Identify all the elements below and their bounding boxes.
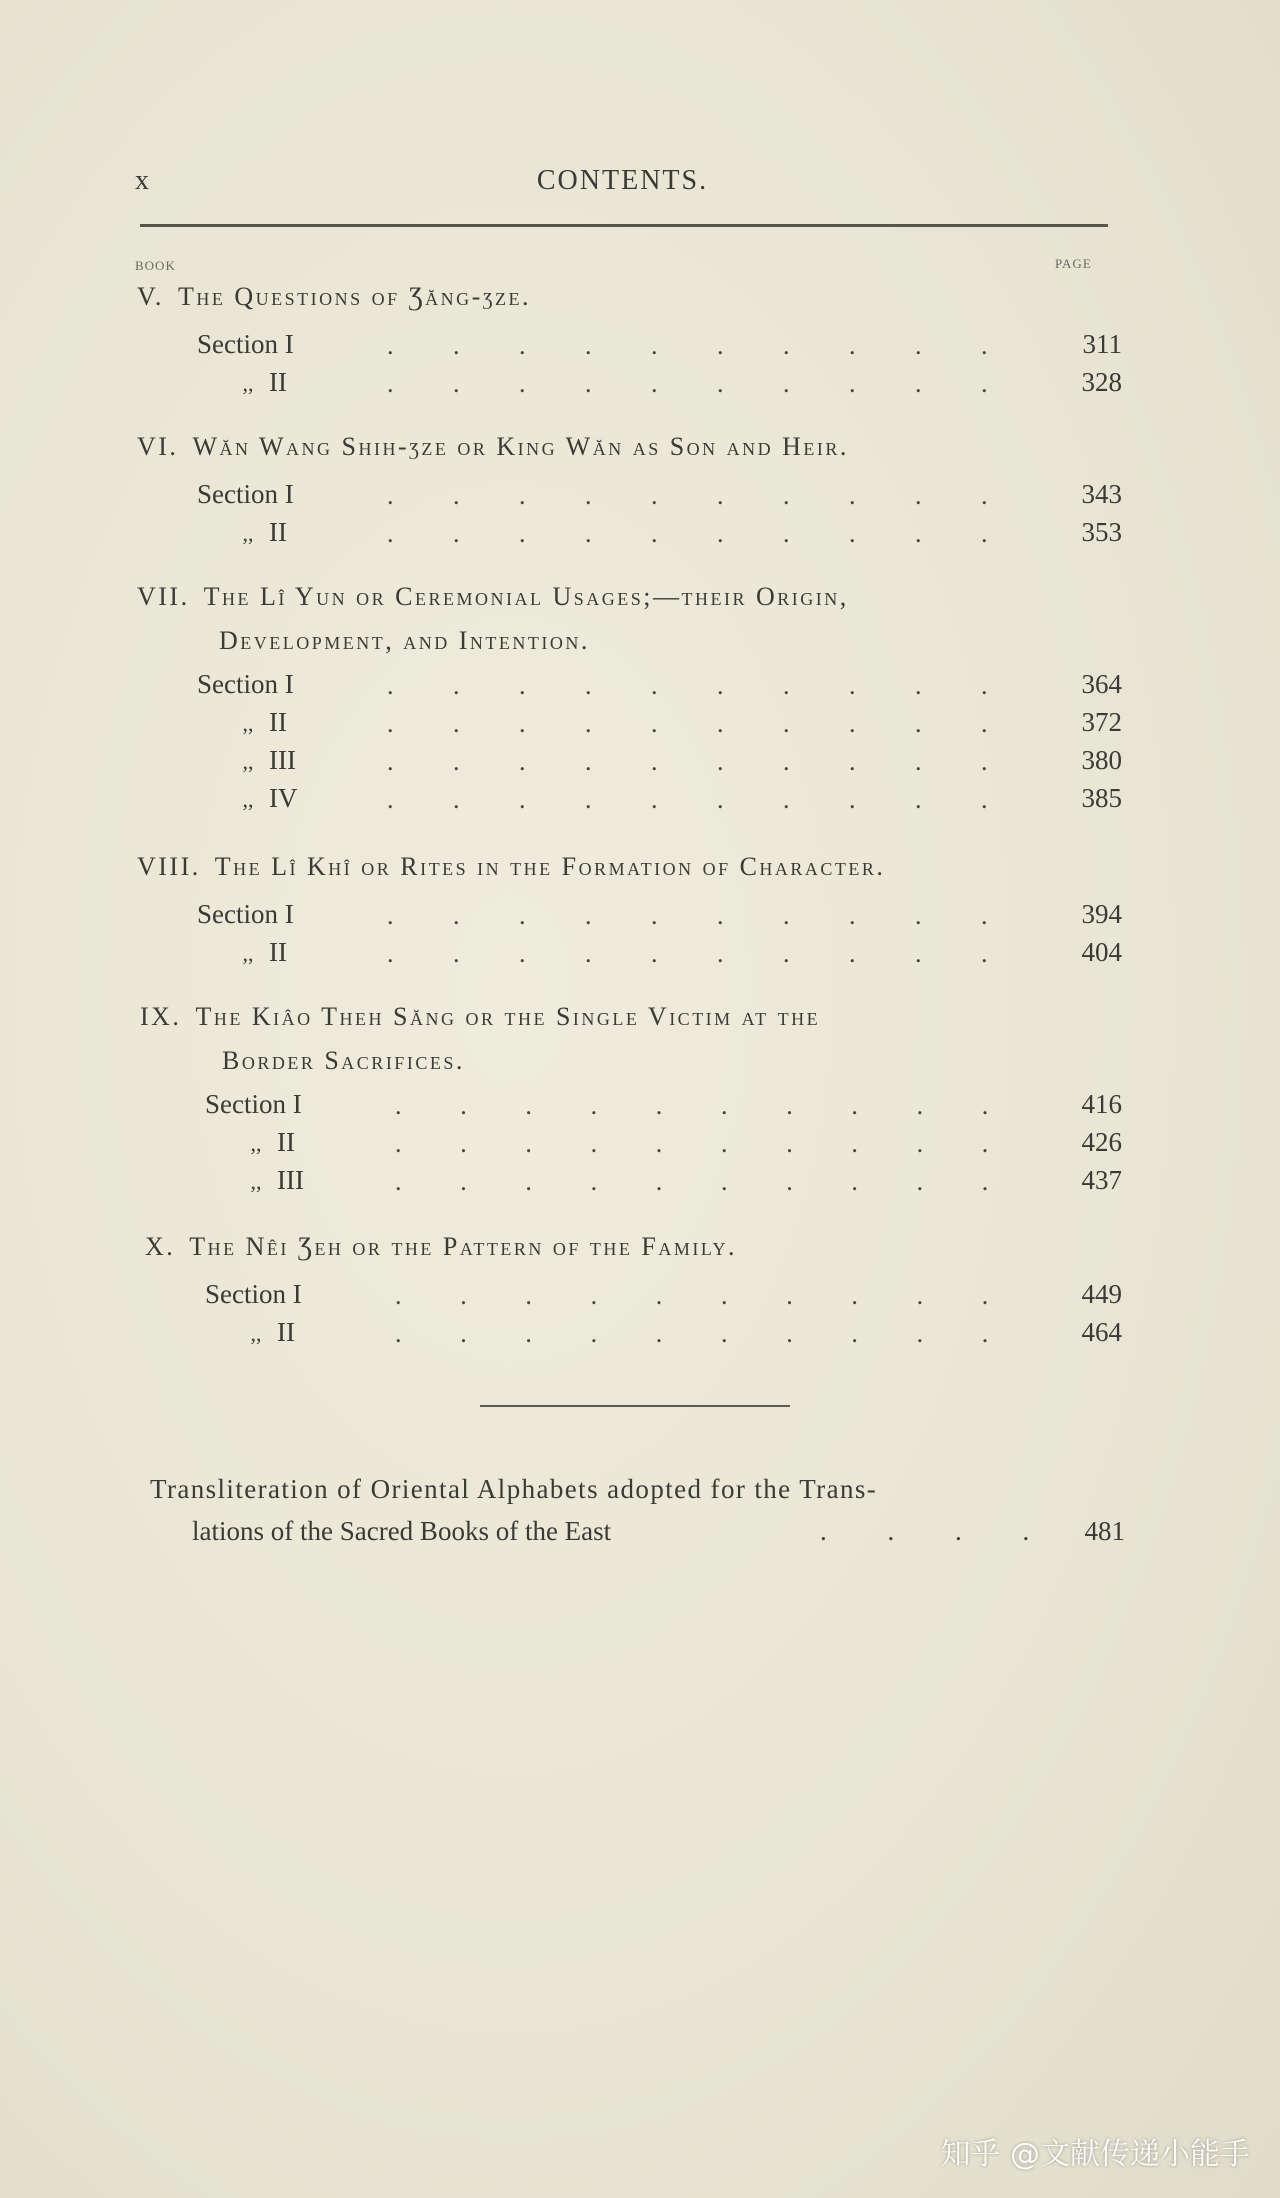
section-label (227, 363, 287, 403)
leader-dots: .......... (395, 1319, 1047, 1348)
page-title: CONTENTS. (536, 165, 709, 196)
leader-dots: .......... (387, 331, 1047, 360)
column-label-book: BOOK (135, 258, 176, 273)
page-number: x (135, 165, 150, 196)
section-label-text: II (269, 707, 287, 737)
book-title (140, 995, 820, 1083)
header-rule (140, 224, 1108, 227)
book-title-line: Wăn Wang Shih-ʒze or King Wăn as Son and Heir. (192, 432, 849, 461)
page-number-entry: 437 (1081, 1165, 1122, 1195)
section-label (227, 513, 287, 553)
page-number-entry: 426 (1081, 1127, 1122, 1157)
book-title-line: The Kiâo Theh Săng or the Single Victim at the (195, 1002, 821, 1031)
toc-entry (197, 741, 1122, 779)
section-label (197, 665, 294, 703)
section-label-text: III (269, 745, 296, 775)
section-label (227, 933, 287, 973)
section-label-text: IV (269, 783, 298, 813)
page-number-entry: 311 (1082, 329, 1122, 359)
book-number: VI. (137, 432, 179, 461)
page-number-entry: 449 (1081, 1279, 1122, 1309)
book-title-line: The Nêi Ʒeh or the Pattern of the Family. (189, 1232, 738, 1261)
transliteration-page: 481 (1084, 1516, 1125, 1546)
book-number: VIII. (137, 852, 201, 881)
transliteration-line-2 (150, 1510, 1125, 1552)
toc-entry (197, 933, 1122, 971)
page-number-entry: 343 (1081, 479, 1122, 509)
ditto-mark: ,, (242, 749, 254, 774)
page-number-entry: 372 (1081, 707, 1122, 737)
ditto-mark: ,, (242, 521, 254, 546)
page-number-entry: 464 (1081, 1317, 1122, 1347)
toc-entry (205, 1313, 1122, 1351)
page-number-entry: 394 (1081, 899, 1122, 929)
section-label-text: II (269, 367, 287, 397)
leader-dots: .......... (395, 1281, 1047, 1310)
watermark: 知乎 @文献传递小能手 (940, 2137, 1250, 2172)
section-label-text: Section I (197, 329, 294, 359)
section-label-text: II (277, 1317, 295, 1347)
transliteration-line-1: Transliteration of Oriental Alphabets adopted for the Trans- (150, 1474, 878, 1504)
book-title (137, 845, 885, 889)
book-title-line: The Lî Khî or Rites in the Formation of Character. (214, 852, 886, 881)
leader-dots: .......... (387, 747, 1047, 776)
transliteration-entry (150, 1468, 1125, 1552)
ditto-mark: ,, (250, 1321, 262, 1346)
section-label-text: II (269, 937, 287, 967)
book-title-line: The Lî Yun or Ceremonial Usages;—their Origin, (203, 582, 849, 611)
leader-dots: .......... (387, 369, 1047, 398)
toc-entry (197, 325, 1122, 363)
leader-dots: .......... (387, 671, 1047, 700)
book-title (137, 275, 531, 319)
book-number: IX. (140, 1002, 182, 1031)
leader-dots: .......... (395, 1129, 1047, 1158)
leader-dots: . . . . (820, 1516, 1057, 1546)
toc-entry (197, 475, 1122, 513)
section-label-text: Section I (197, 479, 294, 509)
ditto-mark: ,, (250, 1169, 262, 1194)
page-number-entry: 416 (1081, 1089, 1122, 1119)
leader-dots: .......... (387, 785, 1047, 814)
running-head (135, 165, 1110, 205)
page-number-entry: 380 (1081, 745, 1122, 775)
toc-entry (205, 1123, 1122, 1161)
section-label-text: Section I (205, 1089, 302, 1119)
section-label-text: Section I (197, 669, 294, 699)
book-title (137, 425, 849, 469)
toc-entry (197, 779, 1122, 817)
section-label-text: II (269, 517, 287, 547)
leader-dots: .......... (387, 901, 1047, 930)
book-number: V. (137, 282, 164, 311)
leader-dots: .......... (387, 939, 1047, 968)
book-number: VII. (137, 582, 190, 611)
ditto-mark: ,, (242, 371, 254, 396)
section-label (197, 475, 294, 513)
leader-dots: .......... (387, 709, 1047, 738)
leader-dots: .......... (395, 1091, 1047, 1120)
section-label (235, 1313, 295, 1353)
book-title-line: The Questions of Ʒăng-ʒze. (177, 282, 531, 311)
leader-dots: .......... (387, 519, 1047, 548)
book-title (137, 575, 849, 663)
ditto-mark: ,, (242, 711, 254, 736)
toc-entry (197, 513, 1122, 551)
section-label (227, 703, 287, 743)
toc-entry (197, 895, 1122, 933)
toc-entry (205, 1275, 1122, 1313)
section-label-text: Section I (197, 899, 294, 929)
page-number-entry: 385 (1081, 783, 1122, 813)
section-label-text: III (277, 1165, 304, 1195)
page-number-entry: 328 (1081, 367, 1122, 397)
page-number-entry: 404 (1081, 937, 1122, 967)
section-label (205, 1275, 302, 1313)
section-label (235, 1161, 304, 1201)
ditto-mark: ,, (250, 1131, 262, 1156)
section-label-text: II (277, 1127, 295, 1157)
section-label-text: Section I (205, 1279, 302, 1309)
toc-entry (197, 703, 1122, 741)
ditto-mark: ,, (242, 941, 254, 966)
column-label-page: PAGE (1055, 256, 1092, 271)
section-label (235, 1123, 295, 1163)
page-number-entry: 364 (1081, 669, 1122, 699)
book-title (145, 1225, 737, 1269)
toc-entry (205, 1161, 1122, 1199)
section-label (227, 741, 296, 781)
ditto-mark: ,, (242, 787, 254, 812)
book-title-line: Development, and Intention. (219, 626, 590, 655)
leader-dots: .......... (387, 481, 1047, 510)
section-label (227, 779, 298, 819)
transliteration-line-2-text: lations of the Sacred Books of the East (192, 1516, 612, 1546)
section-label (205, 1085, 302, 1123)
toc-entry (197, 363, 1122, 401)
toc-entry (205, 1085, 1122, 1123)
page-number-entry: 353 (1081, 517, 1122, 547)
toc-entry (197, 665, 1122, 703)
separator-rule (480, 1405, 790, 1407)
book-title-line: Border Sacrifices. (222, 1046, 465, 1075)
section-label (197, 325, 294, 363)
section-label (197, 895, 294, 933)
book-number: X. (145, 1232, 176, 1261)
leader-dots: .......... (395, 1167, 1047, 1196)
